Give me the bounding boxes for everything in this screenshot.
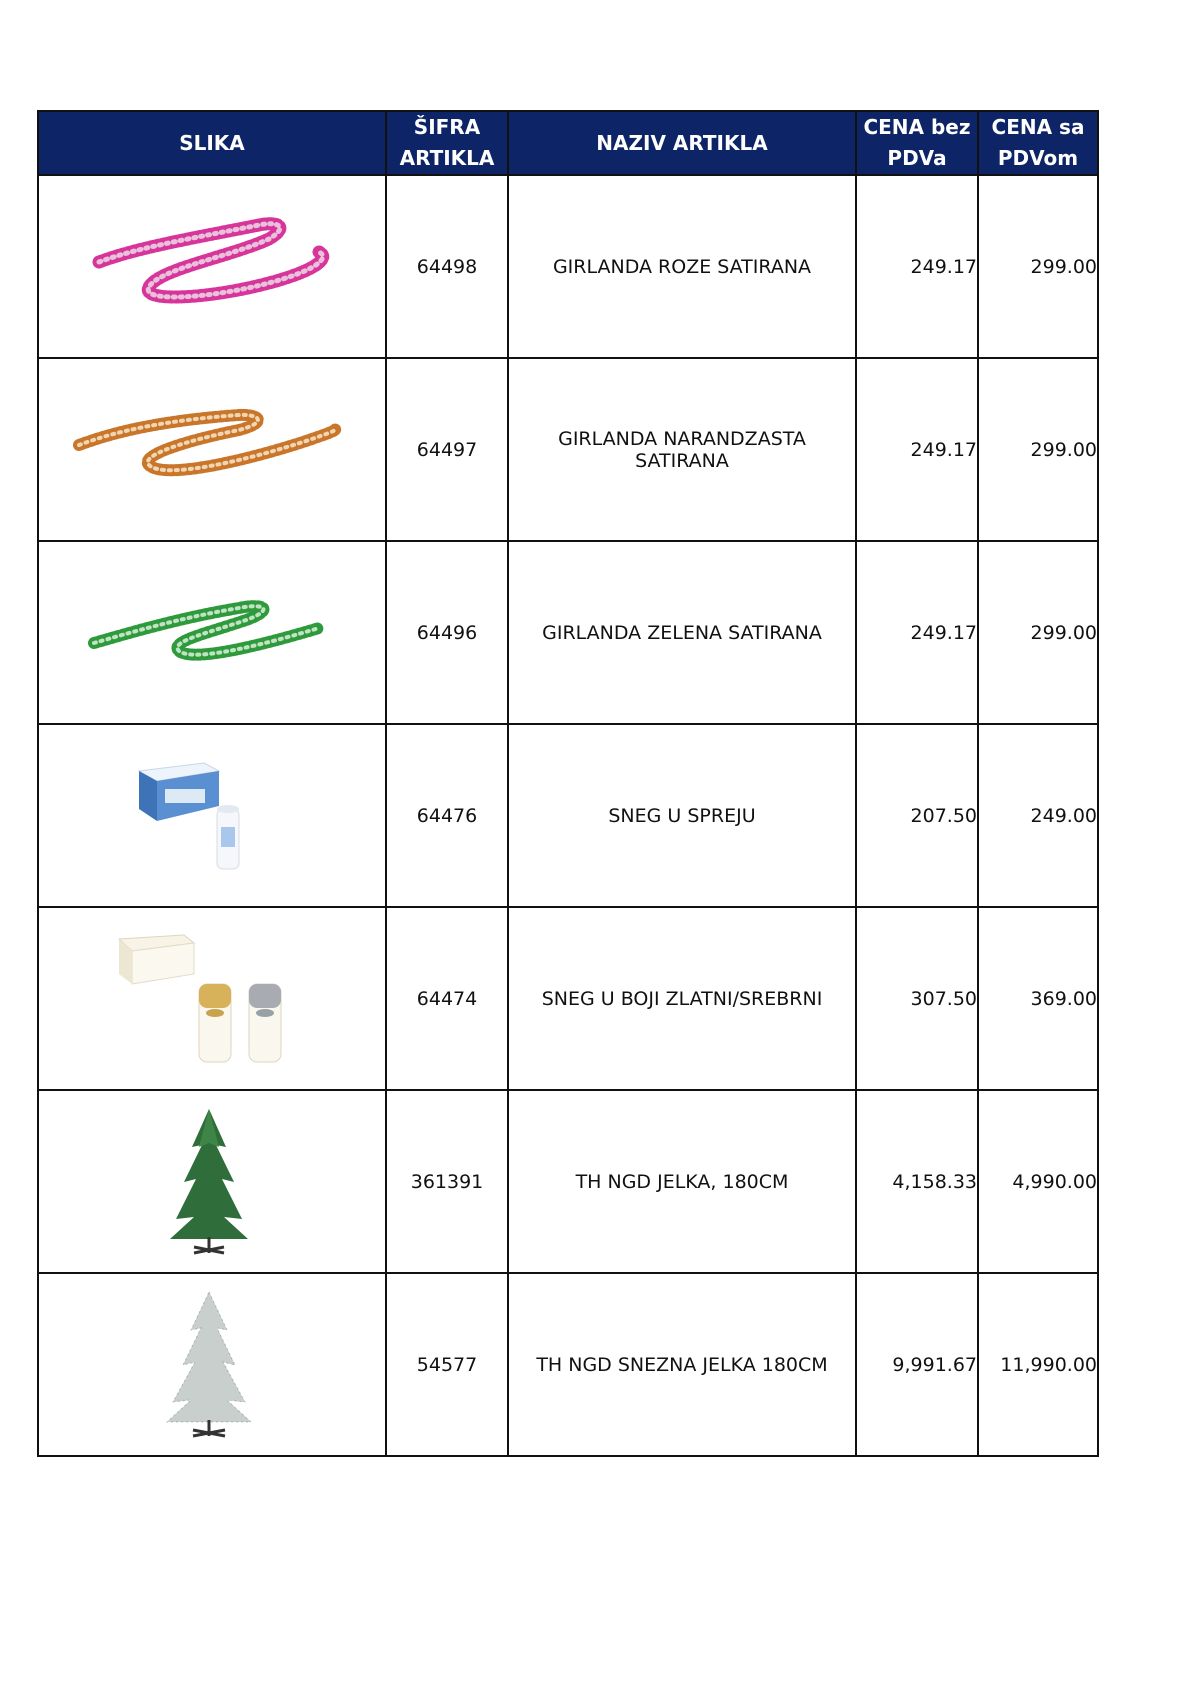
green-garland-icon: [79, 583, 339, 683]
product-name: GIRLANDA NARANDZASTA SATIRANA: [508, 358, 856, 541]
product-image-cell: [38, 541, 386, 724]
price-without-vat: 207.50: [856, 724, 978, 907]
product-image-cell: [38, 1090, 386, 1273]
product-code: 64476: [386, 724, 508, 907]
table-row: [38, 541, 1098, 724]
table-row: [38, 907, 1098, 1090]
product-code: 64498: [386, 175, 508, 358]
product-image-cell: [38, 907, 386, 1090]
price-without-vat: 249.17: [856, 175, 978, 358]
header-price-vat: CENA sa PDVom: [978, 111, 1098, 175]
header-image: SLIKA: [38, 111, 386, 175]
snow-spray-icon: [129, 751, 289, 881]
orange-garland-icon: [69, 400, 349, 500]
product-code: 64497: [386, 358, 508, 541]
product-code: 361391: [386, 1090, 508, 1273]
product-image-cell: [38, 175, 386, 358]
product-image-cell: [38, 1273, 386, 1456]
price-without-vat: 4,158.33: [856, 1090, 978, 1273]
product-code: 64474: [386, 907, 508, 1090]
christmas-tree-icon: [164, 1107, 254, 1257]
price-without-vat: 249.17: [856, 541, 978, 724]
price-table: [37, 110, 1099, 1457]
product-name: SNEG U SPREJU: [508, 724, 856, 907]
product-code: 64496: [386, 541, 508, 724]
table-row: [38, 724, 1098, 907]
table-header-row: [38, 111, 1098, 175]
header-name: NAZIV ARTIKLA: [508, 111, 856, 175]
product-image-cell: [38, 724, 386, 907]
price-with-vat: 299.00: [978, 541, 1098, 724]
table-row: [38, 1090, 1098, 1273]
price-with-vat: 249.00: [978, 724, 1098, 907]
table-row: [38, 1273, 1098, 1456]
price-without-vat: 307.50: [856, 907, 978, 1090]
header-price-no-vat: CENA bez PDVa: [856, 111, 978, 175]
product-name: TH NGD JELKA, 180CM: [508, 1090, 856, 1273]
snowy-christmas-tree-icon: [161, 1290, 257, 1440]
product-name: GIRLANDA ZELENA SATIRANA: [508, 541, 856, 724]
header-code: ŠIFRA ARTIKLA: [386, 111, 508, 175]
price-with-vat: 299.00: [978, 175, 1098, 358]
table-row: [38, 358, 1098, 541]
price-with-vat: 4,990.00: [978, 1090, 1098, 1273]
price-without-vat: 249.17: [856, 358, 978, 541]
price-with-vat: 299.00: [978, 358, 1098, 541]
product-name: SNEG U BOJI ZLATNI/SREBRNI: [508, 907, 856, 1090]
gold-silver-spray-icon: [114, 929, 304, 1069]
price-without-vat: 9,991.67: [856, 1273, 978, 1456]
product-name: GIRLANDA ROZE SATIRANA: [508, 175, 856, 358]
pink-garland-icon: [79, 207, 339, 327]
product-name: TH NGD SNEZNA JELKA 180CM: [508, 1273, 856, 1456]
price-with-vat: 369.00: [978, 907, 1098, 1090]
table-row: [38, 175, 1098, 358]
product-code: 54577: [386, 1273, 508, 1456]
price-with-vat: 11,990.00: [978, 1273, 1098, 1456]
product-image-cell: [38, 358, 386, 541]
